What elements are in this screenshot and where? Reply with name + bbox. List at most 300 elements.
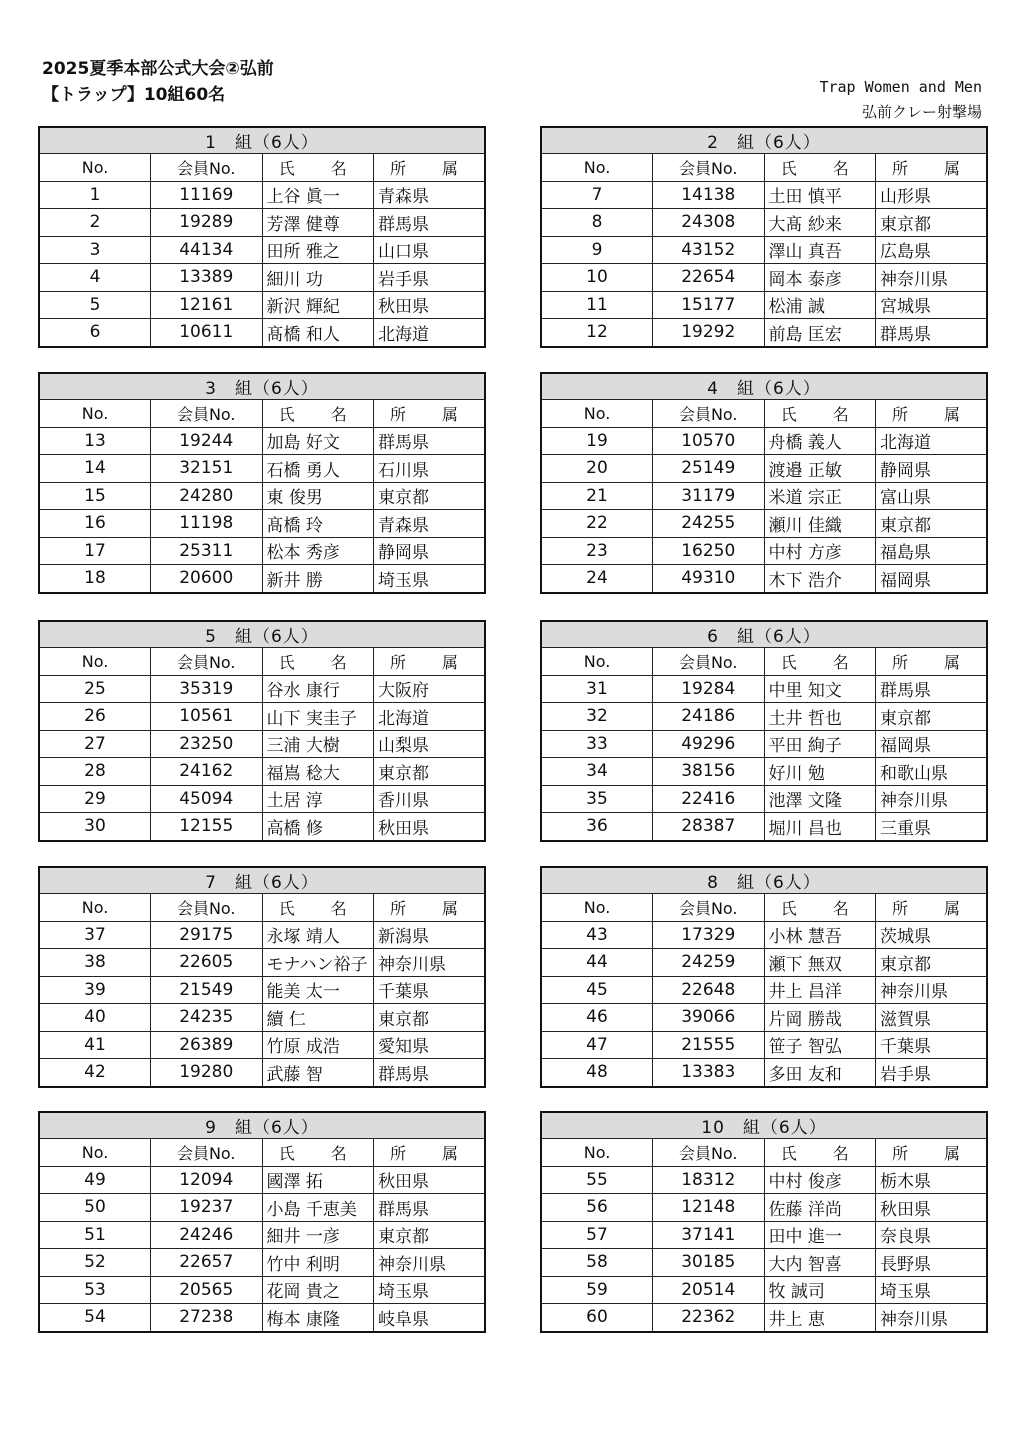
group-table xyxy=(38,620,486,842)
cell-no: 33 xyxy=(541,730,653,758)
cell-no: 59 xyxy=(541,1276,653,1304)
cell-member-no: 27238 xyxy=(151,1304,263,1332)
cell-prefecture: 和歌山県 xyxy=(876,758,988,786)
cell-prefecture: 秋田県 xyxy=(374,1166,486,1194)
cell-name: 上谷 眞一 xyxy=(262,181,374,209)
table-row xyxy=(541,1276,987,1304)
col-header-name: 氏 名 xyxy=(262,894,374,922)
col-header-name: 氏 名 xyxy=(262,400,374,428)
cell-member-no: 12094 xyxy=(151,1166,263,1194)
cell-prefecture: 福岡県 xyxy=(876,730,988,758)
cell-no: 58 xyxy=(541,1249,653,1277)
cell-no: 48 xyxy=(541,1059,653,1087)
cell-no: 55 xyxy=(541,1166,653,1194)
col-header-no: No. xyxy=(39,1139,151,1167)
cell-prefecture: 青森県 xyxy=(374,181,486,209)
table-row xyxy=(39,1194,485,1222)
cell-member-no: 38156 xyxy=(653,758,765,786)
table-row xyxy=(39,482,485,510)
cell-name: 新沢 輝紀 xyxy=(262,291,374,319)
cell-member-no: 43152 xyxy=(653,236,765,264)
cell-prefecture: 東京都 xyxy=(374,1221,486,1249)
cell-prefecture: 埼玉県 xyxy=(374,1276,486,1304)
venue-name: 弘前クレー射撃場 xyxy=(861,103,982,121)
col-header-no: No. xyxy=(39,154,151,182)
cell-member-no: 20600 xyxy=(151,565,263,593)
cell-name: 小林 慧吾 xyxy=(764,921,876,949)
group-table xyxy=(38,372,486,594)
table-row xyxy=(39,949,485,977)
cell-prefecture: 東京都 xyxy=(374,758,486,786)
cell-prefecture: 東京都 xyxy=(876,703,988,731)
cell-no: 8 xyxy=(541,209,653,237)
cell-prefecture: 青森県 xyxy=(374,510,486,538)
cell-member-no: 22605 xyxy=(151,949,263,977)
cell-no: 43 xyxy=(541,921,653,949)
cell-member-no: 24235 xyxy=(151,1004,263,1032)
cell-prefecture: 千葉県 xyxy=(374,976,486,1004)
cell-prefecture: 山口県 xyxy=(374,236,486,264)
table-row xyxy=(541,1166,987,1194)
table-row xyxy=(541,510,987,538)
cell-no: 14 xyxy=(39,455,151,483)
cell-name: 大内 智喜 xyxy=(764,1249,876,1277)
event-name: Trap Women and Men xyxy=(819,78,982,96)
cell-member-no: 26389 xyxy=(151,1031,263,1059)
group-label: 9 組（6人） xyxy=(39,1112,485,1139)
table-row xyxy=(541,976,987,1004)
cell-prefecture: 群馬県 xyxy=(374,209,486,237)
col-header-pref: 所 属 xyxy=(876,894,988,922)
table-row xyxy=(39,291,485,319)
table-row xyxy=(39,1031,485,1059)
cell-member-no: 22657 xyxy=(151,1249,263,1277)
col-header-name: 氏 名 xyxy=(764,400,876,428)
group-table xyxy=(540,1111,988,1333)
cell-name: 舟橋 義人 xyxy=(764,427,876,455)
cell-prefecture: 東京都 xyxy=(374,482,486,510)
col-header-no: No. xyxy=(541,648,653,676)
cell-no: 26 xyxy=(39,703,151,731)
cell-name: 土井 哲也 xyxy=(764,703,876,731)
cell-no: 4 xyxy=(39,264,151,292)
cell-member-no: 22416 xyxy=(653,785,765,813)
cell-prefecture: 広島県 xyxy=(876,236,988,264)
cell-prefecture: 茨城県 xyxy=(876,921,988,949)
cell-member-no: 13383 xyxy=(653,1059,765,1087)
cell-member-no: 10561 xyxy=(151,703,263,731)
cell-prefecture: 三重県 xyxy=(876,813,988,841)
cell-member-no: 16250 xyxy=(653,537,765,565)
col-header-name: 氏 名 xyxy=(262,1139,374,1167)
table-row xyxy=(39,1249,485,1277)
cell-no: 24 xyxy=(541,565,653,593)
cell-no: 20 xyxy=(541,455,653,483)
cell-member-no: 32151 xyxy=(151,455,263,483)
table-row xyxy=(541,785,987,813)
cell-prefecture: 群馬県 xyxy=(876,319,988,347)
col-header-pref: 所 属 xyxy=(876,1139,988,1167)
cell-member-no: 37141 xyxy=(653,1221,765,1249)
table-row xyxy=(39,1221,485,1249)
cell-member-no: 19292 xyxy=(653,319,765,347)
cell-prefecture: 群馬県 xyxy=(374,427,486,455)
cell-no: 25 xyxy=(39,675,151,703)
cell-name: 加島 好文 xyxy=(262,427,374,455)
cell-no: 37 xyxy=(39,921,151,949)
document-subtitle: 【トラップ】10組60名 xyxy=(42,85,226,105)
cell-no: 2 xyxy=(39,209,151,237)
cell-name: 能美 太一 xyxy=(262,976,374,1004)
cell-prefecture: 長野県 xyxy=(876,1249,988,1277)
cell-name: 中村 俊彦 xyxy=(764,1166,876,1194)
cell-prefecture: 大阪府 xyxy=(374,675,486,703)
cell-name: 好川 勉 xyxy=(764,758,876,786)
cell-no: 6 xyxy=(39,319,151,347)
cell-prefecture: 埼玉県 xyxy=(876,1276,988,1304)
cell-name: 片岡 勝哉 xyxy=(764,1004,876,1032)
cell-no: 16 xyxy=(39,510,151,538)
col-header-member: 会員No. xyxy=(653,648,765,676)
cell-name: 中里 知文 xyxy=(764,675,876,703)
col-header-pref: 所 属 xyxy=(374,1139,486,1167)
cell-name: 松浦 誠 xyxy=(764,291,876,319)
cell-member-no: 19284 xyxy=(653,675,765,703)
cell-no: 44 xyxy=(541,949,653,977)
cell-member-no: 24308 xyxy=(653,209,765,237)
document-title: 2025夏季本部公式大会②弘前 xyxy=(42,59,274,79)
col-header-name: 氏 名 xyxy=(764,648,876,676)
cell-no: 15 xyxy=(39,482,151,510)
col-header-name: 氏 名 xyxy=(764,894,876,922)
cell-prefecture: 神奈川県 xyxy=(876,264,988,292)
cell-name: 三浦 大樹 xyxy=(262,730,374,758)
cell-prefecture: 秋田県 xyxy=(876,1194,988,1222)
cell-prefecture: 東京都 xyxy=(876,209,988,237)
table-row xyxy=(39,510,485,538)
cell-prefecture: 栃木県 xyxy=(876,1166,988,1194)
table-row xyxy=(39,785,485,813)
col-header-member: 会員No. xyxy=(653,1139,765,1167)
table-row xyxy=(541,236,987,264)
table-row xyxy=(541,921,987,949)
cell-member-no: 24280 xyxy=(151,482,263,510)
table-row xyxy=(541,1304,987,1332)
cell-no: 32 xyxy=(541,703,653,731)
cell-member-no: 24162 xyxy=(151,758,263,786)
table-row xyxy=(541,291,987,319)
col-header-pref: 所 属 xyxy=(876,648,988,676)
col-header-name: 氏 名 xyxy=(764,1139,876,1167)
table-row xyxy=(39,758,485,786)
col-header-member: 会員No. xyxy=(151,894,263,922)
cell-no: 47 xyxy=(541,1031,653,1059)
col-header-pref: 所 属 xyxy=(374,894,486,922)
col-header-member: 会員No. xyxy=(151,400,263,428)
cell-name: 續 仁 xyxy=(262,1004,374,1032)
cell-no: 22 xyxy=(541,510,653,538)
cell-member-no: 30185 xyxy=(653,1249,765,1277)
cell-name: モナハン裕子 xyxy=(262,949,374,977)
cell-name: 小島 千恵美 xyxy=(262,1194,374,1222)
cell-name: 木下 浩介 xyxy=(764,565,876,593)
table-row xyxy=(39,921,485,949)
group-label: 1 組（6人） xyxy=(39,127,485,154)
cell-no: 42 xyxy=(39,1059,151,1087)
cell-name: 山下 実圭子 xyxy=(262,703,374,731)
cell-member-no: 10570 xyxy=(653,427,765,455)
cell-member-no: 25311 xyxy=(151,537,263,565)
cell-prefecture: 静岡県 xyxy=(374,537,486,565)
table-row xyxy=(541,703,987,731)
cell-no: 3 xyxy=(39,236,151,264)
table-row xyxy=(39,209,485,237)
cell-name: 松本 秀彦 xyxy=(262,537,374,565)
cell-member-no: 45094 xyxy=(151,785,263,813)
table-row xyxy=(39,236,485,264)
cell-name: 石橋 勇人 xyxy=(262,455,374,483)
cell-name: 佐藤 洋尚 xyxy=(764,1194,876,1222)
group-table xyxy=(540,126,988,348)
cell-name: 岡本 泰彦 xyxy=(764,264,876,292)
cell-member-no: 22362 xyxy=(653,1304,765,1332)
cell-prefecture: 岩手県 xyxy=(374,264,486,292)
cell-member-no: 22648 xyxy=(653,976,765,1004)
cell-name: 池澤 文隆 xyxy=(764,785,876,813)
cell-name: 堀川 昌也 xyxy=(764,813,876,841)
cell-prefecture: 山梨県 xyxy=(374,730,486,758)
cell-name: 米道 宗正 xyxy=(764,482,876,510)
cell-no: 39 xyxy=(39,976,151,1004)
cell-name: 澤山 真吾 xyxy=(764,236,876,264)
table-row xyxy=(541,1194,987,1222)
table-row xyxy=(39,703,485,731)
cell-member-no: 19244 xyxy=(151,427,263,455)
cell-prefecture: 北海道 xyxy=(374,703,486,731)
cell-no: 29 xyxy=(39,785,151,813)
cell-prefecture: 岐阜県 xyxy=(374,1304,486,1332)
cell-name: 瀬下 無双 xyxy=(764,949,876,977)
group-table xyxy=(540,620,988,842)
cell-member-no: 15177 xyxy=(653,291,765,319)
cell-no: 38 xyxy=(39,949,151,977)
cell-name: 髙橋 玲 xyxy=(262,510,374,538)
cell-prefecture: 秋田県 xyxy=(374,813,486,841)
cell-name: 芳澤 健尊 xyxy=(262,209,374,237)
table-row xyxy=(541,1031,987,1059)
cell-no: 27 xyxy=(39,730,151,758)
cell-no: 31 xyxy=(541,675,653,703)
cell-no: 41 xyxy=(39,1031,151,1059)
cell-member-no: 14138 xyxy=(653,181,765,209)
table-row xyxy=(541,675,987,703)
cell-member-no: 39066 xyxy=(653,1004,765,1032)
col-header-pref: 所 属 xyxy=(374,154,486,182)
cell-prefecture: 神奈川県 xyxy=(876,976,988,1004)
cell-prefecture: 東京都 xyxy=(876,949,988,977)
group-label: 3 組（6人） xyxy=(39,373,485,400)
col-header-name: 氏 名 xyxy=(764,154,876,182)
cell-prefecture: 富山県 xyxy=(876,482,988,510)
group-label: 4 組（6人） xyxy=(541,373,987,400)
cell-no: 17 xyxy=(39,537,151,565)
cell-member-no: 35319 xyxy=(151,675,263,703)
cell-prefecture: 北海道 xyxy=(876,427,988,455)
cell-member-no: 24186 xyxy=(653,703,765,731)
table-row xyxy=(39,1276,485,1304)
col-header-no: No. xyxy=(541,894,653,922)
group-table xyxy=(38,1111,486,1333)
cell-name: 細井 一彦 xyxy=(262,1221,374,1249)
cell-prefecture: 愛知県 xyxy=(374,1031,486,1059)
cell-name: 新井 勝 xyxy=(262,565,374,593)
cell-no: 11 xyxy=(541,291,653,319)
table-row xyxy=(541,455,987,483)
table-row xyxy=(39,1004,485,1032)
cell-member-no: 12148 xyxy=(653,1194,765,1222)
cell-name: 谷水 康行 xyxy=(262,675,374,703)
table-row xyxy=(541,949,987,977)
cell-name: 高橋 修 xyxy=(262,813,374,841)
cell-no: 49 xyxy=(39,1166,151,1194)
cell-prefecture: 埼玉県 xyxy=(374,565,486,593)
cell-prefecture: 石川県 xyxy=(374,455,486,483)
cell-prefecture: 群馬県 xyxy=(876,675,988,703)
cell-no: 9 xyxy=(541,236,653,264)
col-header-no: No. xyxy=(39,400,151,428)
cell-prefecture: 岩手県 xyxy=(876,1059,988,1087)
table-row xyxy=(541,209,987,237)
cell-prefecture: 千葉県 xyxy=(876,1031,988,1059)
cell-no: 7 xyxy=(541,181,653,209)
cell-name: 田中 進一 xyxy=(764,1221,876,1249)
cell-prefecture: 神奈川県 xyxy=(374,949,486,977)
col-header-pref: 所 属 xyxy=(374,648,486,676)
cell-name: 中村 方彦 xyxy=(764,537,876,565)
cell-no: 40 xyxy=(39,1004,151,1032)
cell-member-no: 21549 xyxy=(151,976,263,1004)
table-row xyxy=(541,565,987,593)
table-row xyxy=(39,1059,485,1087)
cell-no: 46 xyxy=(541,1004,653,1032)
cell-prefecture: 奈良県 xyxy=(876,1221,988,1249)
cell-member-no: 19289 xyxy=(151,209,263,237)
group-label: 2 組（6人） xyxy=(541,127,987,154)
cell-name: 竹中 利明 xyxy=(262,1249,374,1277)
cell-prefecture: 静岡県 xyxy=(876,455,988,483)
table-row xyxy=(541,181,987,209)
cell-name: 福嶌 稔大 xyxy=(262,758,374,786)
cell-name: 平田 絢子 xyxy=(764,730,876,758)
cell-member-no: 49296 xyxy=(653,730,765,758)
cell-member-no: 29175 xyxy=(151,921,263,949)
cell-member-no: 19280 xyxy=(151,1059,263,1087)
cell-no: 53 xyxy=(39,1276,151,1304)
cell-prefecture: 香川県 xyxy=(374,785,486,813)
table-row xyxy=(541,1249,987,1277)
group-label: 7 組（6人） xyxy=(39,867,485,894)
group-table xyxy=(38,866,486,1088)
table-row xyxy=(39,181,485,209)
col-header-no: No. xyxy=(541,400,653,428)
cell-member-no: 23250 xyxy=(151,730,263,758)
cell-name: 細川 功 xyxy=(262,264,374,292)
cell-name: 髙橋 和人 xyxy=(262,319,374,347)
table-row xyxy=(541,758,987,786)
cell-member-no: 13389 xyxy=(151,264,263,292)
cell-name: 瀬川 佳織 xyxy=(764,510,876,538)
cell-member-no: 21555 xyxy=(653,1031,765,1059)
cell-member-no: 11169 xyxy=(151,181,263,209)
col-header-name: 氏 名 xyxy=(262,154,374,182)
cell-member-no: 12161 xyxy=(151,291,263,319)
cell-no: 23 xyxy=(541,537,653,565)
cell-member-no: 31179 xyxy=(653,482,765,510)
group-label: 10 組（6人） xyxy=(541,1112,987,1139)
cell-member-no: 24259 xyxy=(653,949,765,977)
cell-no: 34 xyxy=(541,758,653,786)
cell-name: 田所 雅之 xyxy=(262,236,374,264)
table-row xyxy=(541,319,987,347)
col-header-no: No. xyxy=(39,648,151,676)
table-row xyxy=(39,319,485,347)
cell-name: 土田 慎平 xyxy=(764,181,876,209)
cell-no: 13 xyxy=(39,427,151,455)
table-row xyxy=(541,537,987,565)
table-row xyxy=(39,1166,485,1194)
cell-member-no: 19237 xyxy=(151,1194,263,1222)
table-row xyxy=(39,565,485,593)
col-header-pref: 所 属 xyxy=(876,154,988,182)
cell-prefecture: 東京都 xyxy=(374,1004,486,1032)
col-header-no: No. xyxy=(39,894,151,922)
table-row xyxy=(39,675,485,703)
col-header-member: 会員No. xyxy=(653,400,765,428)
cell-member-no: 18312 xyxy=(653,1166,765,1194)
cell-name: 井上 昌洋 xyxy=(764,976,876,1004)
cell-no: 1 xyxy=(39,181,151,209)
cell-no: 28 xyxy=(39,758,151,786)
col-header-member: 会員No. xyxy=(653,894,765,922)
table-row xyxy=(39,427,485,455)
cell-member-no: 20565 xyxy=(151,1276,263,1304)
cell-prefecture: 福岡県 xyxy=(876,565,988,593)
cell-member-no: 25149 xyxy=(653,455,765,483)
cell-member-no: 28387 xyxy=(653,813,765,841)
cell-no: 18 xyxy=(39,565,151,593)
table-row xyxy=(39,730,485,758)
table-row xyxy=(541,730,987,758)
cell-no: 52 xyxy=(39,1249,151,1277)
cell-name: 東 俊男 xyxy=(262,482,374,510)
cell-name: 土居 淳 xyxy=(262,785,374,813)
cell-prefecture: 群馬県 xyxy=(374,1059,486,1087)
cell-name: 花岡 貴之 xyxy=(262,1276,374,1304)
cell-member-no: 17329 xyxy=(653,921,765,949)
cell-name: 國澤 拓 xyxy=(262,1166,374,1194)
cell-no: 56 xyxy=(541,1194,653,1222)
cell-prefecture: 宮城県 xyxy=(876,291,988,319)
cell-no: 10 xyxy=(541,264,653,292)
cell-name: 大髙 紗来 xyxy=(764,209,876,237)
cell-no: 5 xyxy=(39,291,151,319)
cell-no: 50 xyxy=(39,1194,151,1222)
cell-name: 井上 恵 xyxy=(764,1304,876,1332)
table-row xyxy=(39,264,485,292)
group-label: 5 組（6人） xyxy=(39,621,485,648)
col-header-pref: 所 属 xyxy=(374,400,486,428)
table-row xyxy=(541,1059,987,1087)
